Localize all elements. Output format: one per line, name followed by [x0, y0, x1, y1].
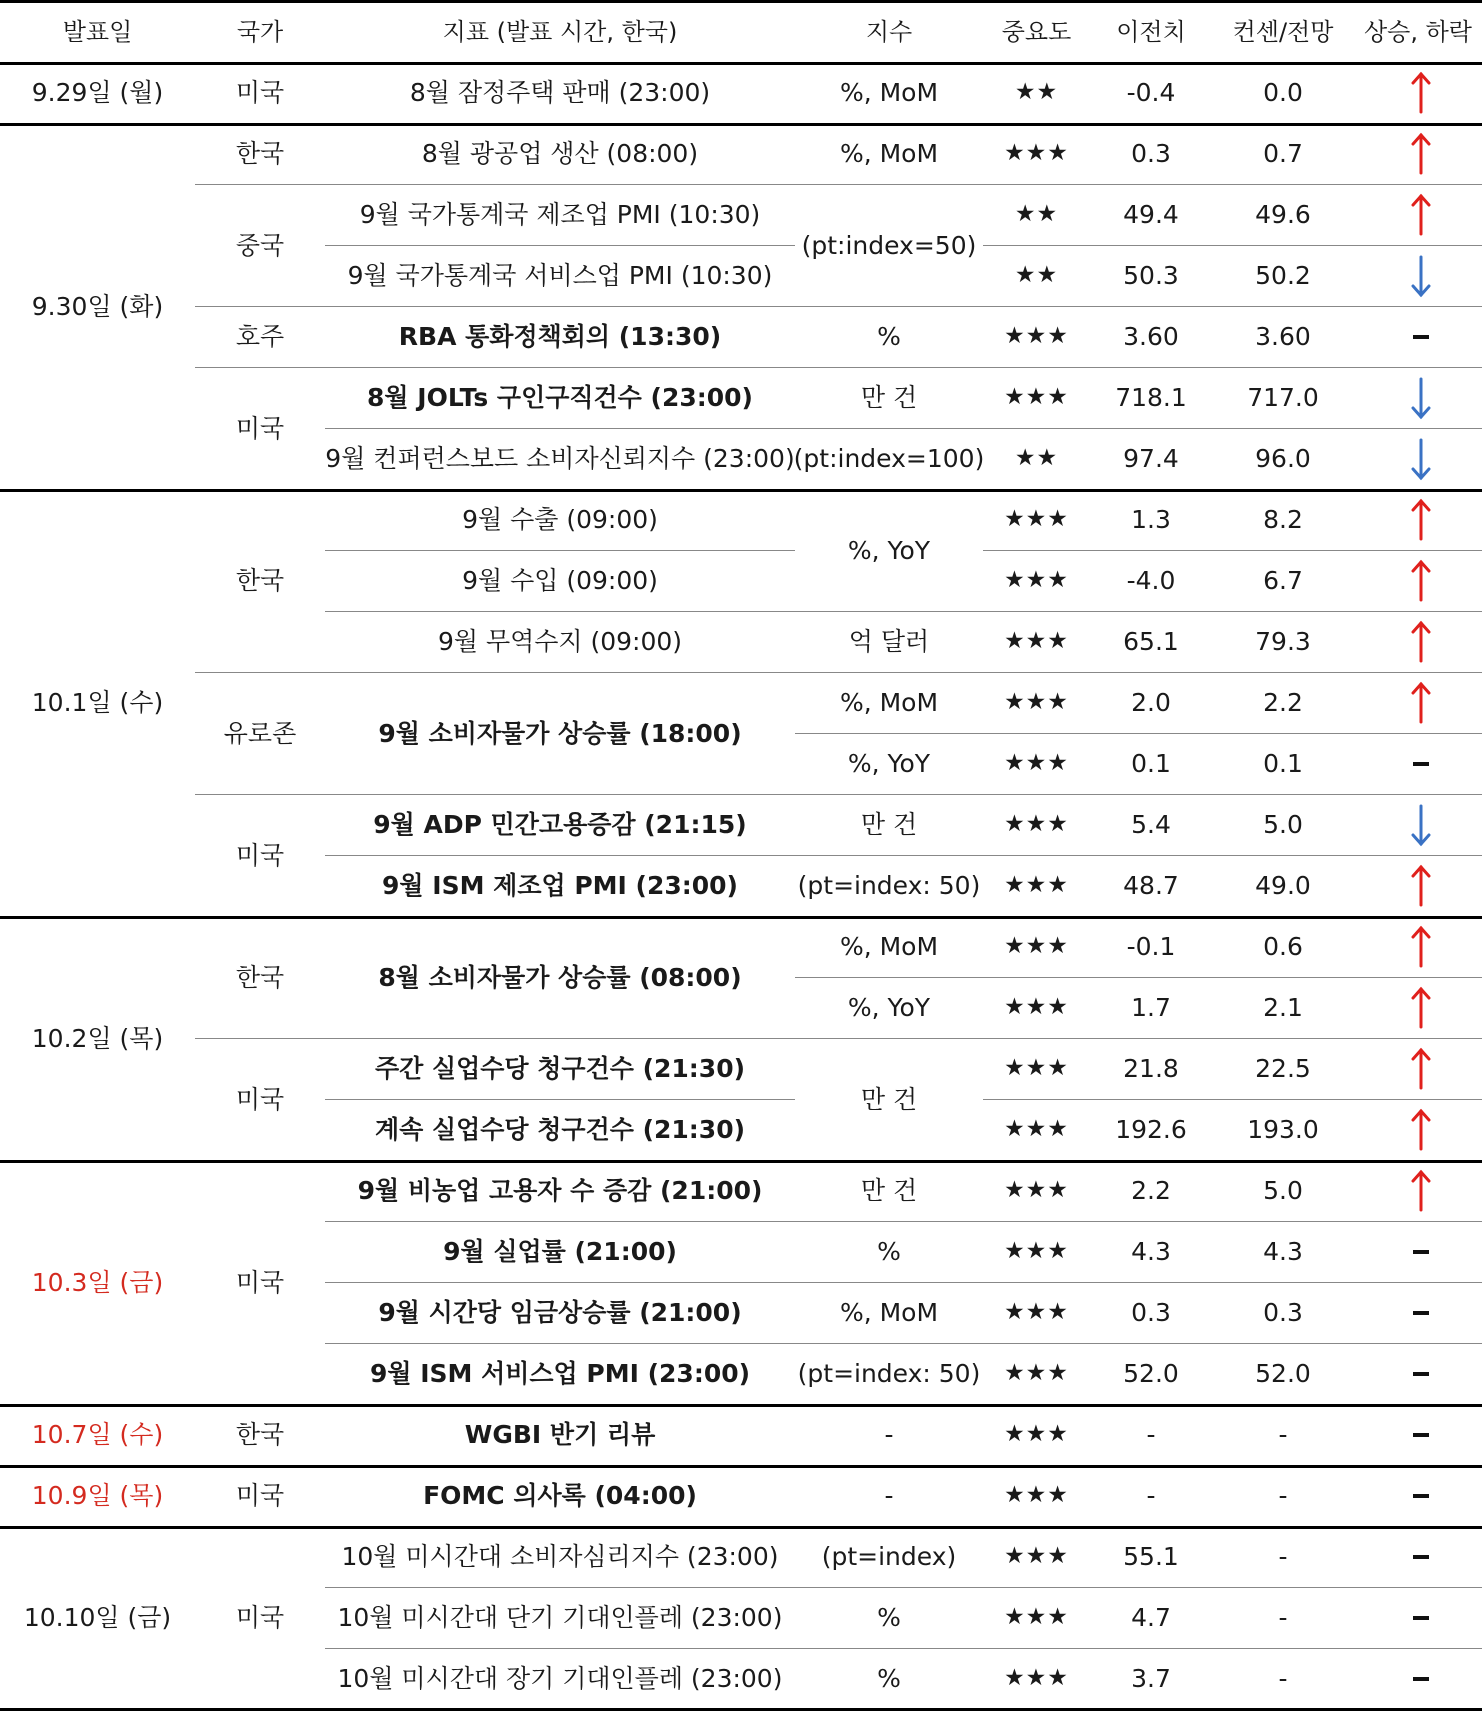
row-divider — [325, 1282, 795, 1283]
country-label: 미국 — [235, 1481, 285, 1510]
unit-label: %, MoM — [839, 688, 939, 717]
row-divider — [983, 550, 1482, 551]
row-divider — [983, 306, 1482, 307]
consensus-value: 96.0 — [1255, 444, 1311, 473]
unit-label: %, MoM — [839, 78, 939, 107]
arrow-up-icon — [1406, 924, 1436, 970]
header-unit: 지수 — [865, 18, 913, 46]
row-divider — [983, 184, 1482, 185]
unit-label: 만 건 — [860, 1176, 918, 1205]
indicator-name: 8월 JOLTs 구인구직건수 (23:00) — [367, 383, 753, 412]
previous-value: - — [1146, 1481, 1156, 1510]
arrow-down-icon — [1406, 253, 1436, 299]
importance-stars: ★★★ — [1004, 811, 1069, 837]
unit-label: (pt=index: 50) — [797, 871, 981, 900]
importance-stars: ★★★ — [1004, 628, 1069, 654]
row-divider — [325, 1648, 795, 1649]
unit-label: (pt=index) — [821, 1542, 957, 1571]
indicator-name: 주간 실업수당 청구건수 (21:30) — [374, 1054, 746, 1083]
header-country: 국가 — [236, 18, 284, 46]
previous-value: 48.7 — [1123, 871, 1179, 900]
row-divider — [195, 794, 325, 795]
importance-stars: ★★★ — [1004, 1299, 1069, 1325]
unit-label: - — [884, 1481, 894, 1510]
release-date: 9.29일 (월) — [31, 78, 164, 107]
indicator-name: 9월 무역수지 (09:00) — [437, 627, 683, 656]
release-date: 10.1일 (수) — [31, 688, 164, 717]
indicator-name: 10월 미시간대 장기 기대인플레 (23:00) — [337, 1664, 783, 1693]
previous-value: 192.6 — [1115, 1115, 1187, 1144]
release-date: 10.9일 (목) — [31, 1481, 164, 1510]
unit-label: %, MoM — [839, 932, 939, 961]
consensus-value: 4.3 — [1263, 1237, 1303, 1266]
importance-stars: ★★ — [1014, 201, 1059, 227]
indicator-name: 9월 수출 (09:00) — [462, 505, 658, 534]
indicator-name: 8월 소비자물가 상승률 (08:00) — [378, 962, 742, 992]
row-divider — [983, 672, 1482, 673]
previous-value: -0.4 — [1126, 78, 1176, 107]
importance-stars: ★★★ — [1004, 1665, 1069, 1691]
row-divider — [325, 550, 795, 551]
row-divider — [325, 1221, 795, 1222]
importance-stars: ★★★ — [1004, 1543, 1069, 1569]
consensus-value: 22.5 — [1255, 1054, 1311, 1083]
consensus-value: 0.6 — [1263, 932, 1303, 961]
consensus-value: 0.1 — [1263, 749, 1303, 778]
arrow-up-icon — [1406, 70, 1436, 116]
previous-value: 718.1 — [1115, 383, 1187, 412]
arrow-up-icon — [1406, 1107, 1436, 1153]
importance-stars: ★★ — [1014, 445, 1059, 471]
row-divider — [983, 1587, 1482, 1588]
header-date: 발표일 — [62, 18, 133, 46]
row-divider — [795, 306, 983, 307]
consensus-value: 2.2 — [1263, 688, 1303, 717]
previous-value: 0.1 — [1131, 749, 1171, 778]
unit-label: %, MoM — [839, 1298, 939, 1327]
indicator-name: 8월 잠정주택 판매 (23:00) — [409, 78, 711, 107]
row-divider — [325, 1587, 795, 1588]
indicator-name: 9월 국가통계국 제조업 PMI (10:30) — [359, 200, 761, 229]
unit-label: 만 건 — [860, 810, 918, 839]
consensus-value: 5.0 — [1263, 810, 1303, 839]
dash-icon — [1406, 1595, 1436, 1641]
consensus-value: 49.0 — [1255, 871, 1311, 900]
dash-icon — [1406, 314, 1436, 360]
importance-stars: ★★★ — [1004, 1482, 1069, 1508]
dash-icon — [1406, 1473, 1436, 1519]
country-label: 한국 — [235, 139, 285, 168]
previous-value: 4.3 — [1131, 1237, 1171, 1266]
row-divider — [325, 794, 795, 795]
row-divider — [795, 1038, 983, 1039]
previous-value: 1.3 — [1131, 505, 1171, 534]
country-label: 호주 — [235, 322, 285, 351]
previous-value: 0.3 — [1131, 1298, 1171, 1327]
indicator-name: 9월 ISM 서비스업 PMI (23:00) — [369, 1359, 751, 1388]
dash-icon — [1406, 1534, 1436, 1580]
previous-value: 0.3 — [1131, 139, 1171, 168]
row-divider — [983, 1282, 1482, 1283]
consensus-value: - — [1278, 1481, 1288, 1510]
consensus-value: - — [1278, 1420, 1288, 1449]
section-divider — [0, 1465, 1482, 1468]
importance-stars: ★★★ — [1004, 689, 1069, 715]
unit-label: % — [877, 1237, 901, 1266]
previous-value: 50.3 — [1123, 261, 1179, 290]
importance-stars: ★★★ — [1004, 506, 1069, 532]
country-label: 중국 — [235, 230, 285, 260]
indicator-name: 9월 ISM 제조업 PMI (23:00) — [382, 871, 738, 900]
row-divider — [983, 367, 1482, 368]
indicator-name: 9월 컨퍼런스보드 소비자신뢰지수 (23:00) — [325, 444, 795, 473]
unit-label: %, MoM — [839, 139, 939, 168]
indicator-name: 9월 수입 (09:00) — [462, 566, 658, 595]
country-label: 한국 — [235, 962, 285, 992]
section-divider — [0, 916, 1482, 919]
row-divider — [983, 1221, 1482, 1222]
indicator-name: 9월 소비자물가 상승률 (18:00) — [378, 718, 742, 748]
header-previous: 이전치 — [1116, 18, 1186, 46]
unit-label: %, YoY — [847, 993, 931, 1022]
indicator-name: 10월 미시간대 단기 기대인플레 (23:00) — [337, 1603, 783, 1632]
row-divider — [795, 1221, 983, 1222]
unit-label: % — [877, 1664, 901, 1693]
indicator-name: 9월 국가통계국 서비스업 PMI (10:30) — [347, 261, 773, 290]
importance-stars: ★★ — [1014, 79, 1059, 105]
row-divider — [195, 367, 325, 368]
importance-stars: ★★★ — [1004, 1055, 1069, 1081]
importance-stars: ★★★ — [1004, 384, 1069, 410]
table-bottom-border — [0, 1708, 1482, 1711]
row-divider — [795, 428, 983, 429]
arrow-up-icon — [1406, 558, 1436, 604]
importance-stars: ★★★ — [1004, 1116, 1069, 1142]
row-divider — [325, 1099, 795, 1100]
importance-stars: ★★★ — [1004, 1604, 1069, 1630]
row-divider — [195, 184, 325, 185]
arrow-up-icon — [1406, 1168, 1436, 1214]
previous-value: 2.0 — [1131, 688, 1171, 717]
row-divider — [195, 672, 325, 673]
row-divider — [983, 428, 1482, 429]
dash-icon — [1406, 1229, 1436, 1275]
consensus-value: 0.7 — [1263, 139, 1303, 168]
previous-value: 65.1 — [1123, 627, 1179, 656]
unit-label: 억 달러 — [848, 627, 930, 656]
row-divider — [795, 733, 983, 734]
importance-stars: ★★★ — [1004, 1238, 1069, 1264]
release-date: 10.3일 (금) — [31, 1267, 164, 1297]
importance-stars: ★★★ — [1004, 750, 1069, 776]
country-label: 미국 — [235, 840, 285, 870]
row-divider — [795, 1587, 983, 1588]
arrow-up-icon — [1406, 131, 1436, 177]
consensus-value: 79.3 — [1255, 627, 1311, 656]
country-label: 미국 — [235, 413, 285, 443]
arrow-down-icon — [1406, 802, 1436, 848]
consensus-value: 50.2 — [1255, 261, 1311, 290]
indicator-name: 10월 미시간대 소비자심리지수 (23:00) — [341, 1542, 779, 1571]
arrow-down-icon — [1406, 436, 1436, 482]
importance-stars: ★★★ — [1004, 994, 1069, 1020]
row-divider — [795, 855, 983, 856]
country-label: 유로존 — [223, 718, 297, 748]
consensus-value: 3.60 — [1255, 322, 1311, 351]
indicator-name: RBA 통화정책회의 (13:30) — [398, 322, 722, 351]
row-divider — [795, 611, 983, 612]
consensus-value: 0.3 — [1263, 1298, 1303, 1327]
row-divider — [795, 672, 983, 673]
row-divider — [325, 245, 795, 246]
indicator-name: 9월 시간당 임금상승률 (21:00) — [378, 1298, 742, 1327]
dash-icon — [1406, 741, 1436, 787]
previous-value: -4.0 — [1126, 566, 1176, 595]
consensus-value: 717.0 — [1247, 383, 1319, 412]
row-divider — [983, 1099, 1482, 1100]
unit-label: (pt:index=50) — [801, 230, 977, 260]
header-divider — [0, 62, 1482, 65]
release-date: 10.2일 (목) — [31, 1023, 164, 1053]
header-consensus: 컨센/전망 — [1232, 18, 1334, 46]
table-top-border — [0, 0, 1482, 3]
unit-label: % — [877, 1603, 901, 1632]
consensus-value: 52.0 — [1255, 1359, 1311, 1388]
country-label: 미국 — [235, 1267, 285, 1297]
row-divider — [795, 367, 983, 368]
dash-icon — [1406, 1656, 1436, 1702]
country-label: 미국 — [235, 1084, 285, 1114]
arrow-up-icon — [1406, 985, 1436, 1031]
unit-label: 만 건 — [860, 383, 918, 412]
previous-value: 1.7 — [1131, 993, 1171, 1022]
row-divider — [983, 794, 1482, 795]
previous-value: 3.7 — [1131, 1664, 1171, 1693]
row-divider — [795, 794, 983, 795]
dash-icon — [1406, 1412, 1436, 1458]
previous-value: 55.1 — [1123, 1542, 1179, 1571]
section-divider — [0, 1404, 1482, 1407]
previous-value: 49.4 — [1123, 200, 1179, 229]
row-divider — [983, 977, 1482, 978]
row-divider — [325, 428, 795, 429]
previous-value: - — [1146, 1420, 1156, 1449]
release-date: 9.30일 (화) — [31, 291, 164, 321]
importance-stars: ★★★ — [1004, 872, 1069, 898]
row-divider — [983, 733, 1482, 734]
arrow-up-icon — [1406, 863, 1436, 909]
row-divider — [325, 611, 795, 612]
header-indicator: 지표 (발표 시간, 한국) — [442, 18, 678, 46]
row-divider — [325, 184, 795, 185]
header-direction: 상승, 하락 — [1364, 18, 1472, 46]
row-divider — [195, 306, 325, 307]
row-divider — [983, 1648, 1482, 1649]
importance-stars: ★★★ — [1004, 1177, 1069, 1203]
importance-stars: ★★ — [1014, 262, 1059, 288]
indicator-name: 9월 비농업 고용자 수 증감 (21:00) — [357, 1176, 763, 1205]
arrow-up-icon — [1406, 497, 1436, 543]
unit-label: (pt=index: 50) — [797, 1359, 981, 1388]
importance-stars: ★★★ — [1004, 1360, 1069, 1386]
row-divider — [983, 855, 1482, 856]
arrow-up-icon — [1406, 1046, 1436, 1092]
importance-stars: ★★★ — [1004, 933, 1069, 959]
row-divider — [983, 1038, 1482, 1039]
row-divider — [195, 1038, 325, 1039]
country-label: 미국 — [235, 78, 285, 107]
indicator-name: 8월 광공업 생산 (08:00) — [421, 139, 699, 168]
row-divider — [325, 855, 795, 856]
release-date: 10.10일 (금) — [23, 1603, 172, 1632]
consensus-value: - — [1278, 1664, 1288, 1693]
importance-stars: ★★★ — [1004, 1421, 1069, 1447]
row-divider — [983, 611, 1482, 612]
consensus-value: 0.0 — [1263, 78, 1303, 107]
arrow-up-icon — [1406, 192, 1436, 238]
section-divider — [0, 489, 1482, 492]
row-divider — [795, 977, 983, 978]
consensus-value: 193.0 — [1247, 1115, 1319, 1144]
section-divider — [0, 123, 1482, 126]
row-divider — [795, 1282, 983, 1283]
row-divider — [795, 184, 983, 185]
indicator-name: FOMC 의사록 (04:00) — [423, 1481, 697, 1510]
row-divider — [325, 1038, 795, 1039]
consensus-value: 2.1 — [1263, 993, 1303, 1022]
consensus-value: - — [1278, 1542, 1288, 1571]
indicator-name: 계속 실업수당 청구건수 (21:30) — [374, 1115, 746, 1144]
arrow-up-icon — [1406, 680, 1436, 726]
previous-value: -0.1 — [1126, 932, 1176, 961]
consensus-value: 49.6 — [1255, 200, 1311, 229]
importance-stars: ★★★ — [1004, 140, 1069, 166]
row-divider — [325, 672, 795, 673]
previous-value: 5.4 — [1131, 810, 1171, 839]
unit-label: (pt:index=100) — [793, 444, 985, 473]
importance-stars: ★★★ — [1004, 323, 1069, 349]
previous-value: 52.0 — [1123, 1359, 1179, 1388]
previous-value: 97.4 — [1123, 444, 1179, 473]
row-divider — [795, 1343, 983, 1344]
arrow-up-icon — [1406, 619, 1436, 665]
unit-label: - — [884, 1420, 894, 1449]
consensus-value: - — [1278, 1603, 1288, 1632]
consensus-value: 6.7 — [1263, 566, 1303, 595]
section-divider — [0, 1526, 1482, 1529]
previous-value: 4.7 — [1131, 1603, 1171, 1632]
unit-label: 만 건 — [860, 1084, 918, 1114]
row-divider — [983, 1343, 1482, 1344]
previous-value: 21.8 — [1123, 1054, 1179, 1083]
row-divider — [795, 1648, 983, 1649]
country-label: 한국 — [235, 566, 285, 595]
release-date: 10.7일 (수) — [31, 1420, 164, 1449]
consensus-value: 8.2 — [1263, 505, 1303, 534]
unit-label: %, YoY — [847, 535, 931, 565]
consensus-value: 5.0 — [1263, 1176, 1303, 1205]
unit-label: %, YoY — [847, 749, 931, 778]
previous-value: 3.60 — [1123, 322, 1179, 351]
dash-icon — [1406, 1290, 1436, 1336]
indicator-name: 9월 실업률 (21:00) — [443, 1237, 677, 1266]
row-divider — [325, 306, 795, 307]
unit-label: % — [877, 322, 901, 351]
country-label: 미국 — [235, 1603, 285, 1632]
section-divider — [0, 1160, 1482, 1163]
row-divider — [983, 245, 1482, 246]
arrow-down-icon — [1406, 375, 1436, 421]
row-divider — [325, 1343, 795, 1344]
row-divider — [325, 367, 795, 368]
header-importance: 중요도 — [1001, 18, 1072, 46]
indicator-name: 9월 ADP 민간고용증감 (21:15) — [373, 810, 747, 839]
dash-icon — [1406, 1351, 1436, 1397]
indicator-name: WGBI 반기 리뷰 — [464, 1420, 656, 1449]
importance-stars: ★★★ — [1004, 567, 1069, 593]
previous-value: 2.2 — [1131, 1176, 1171, 1205]
country-label: 한국 — [235, 1420, 285, 1449]
